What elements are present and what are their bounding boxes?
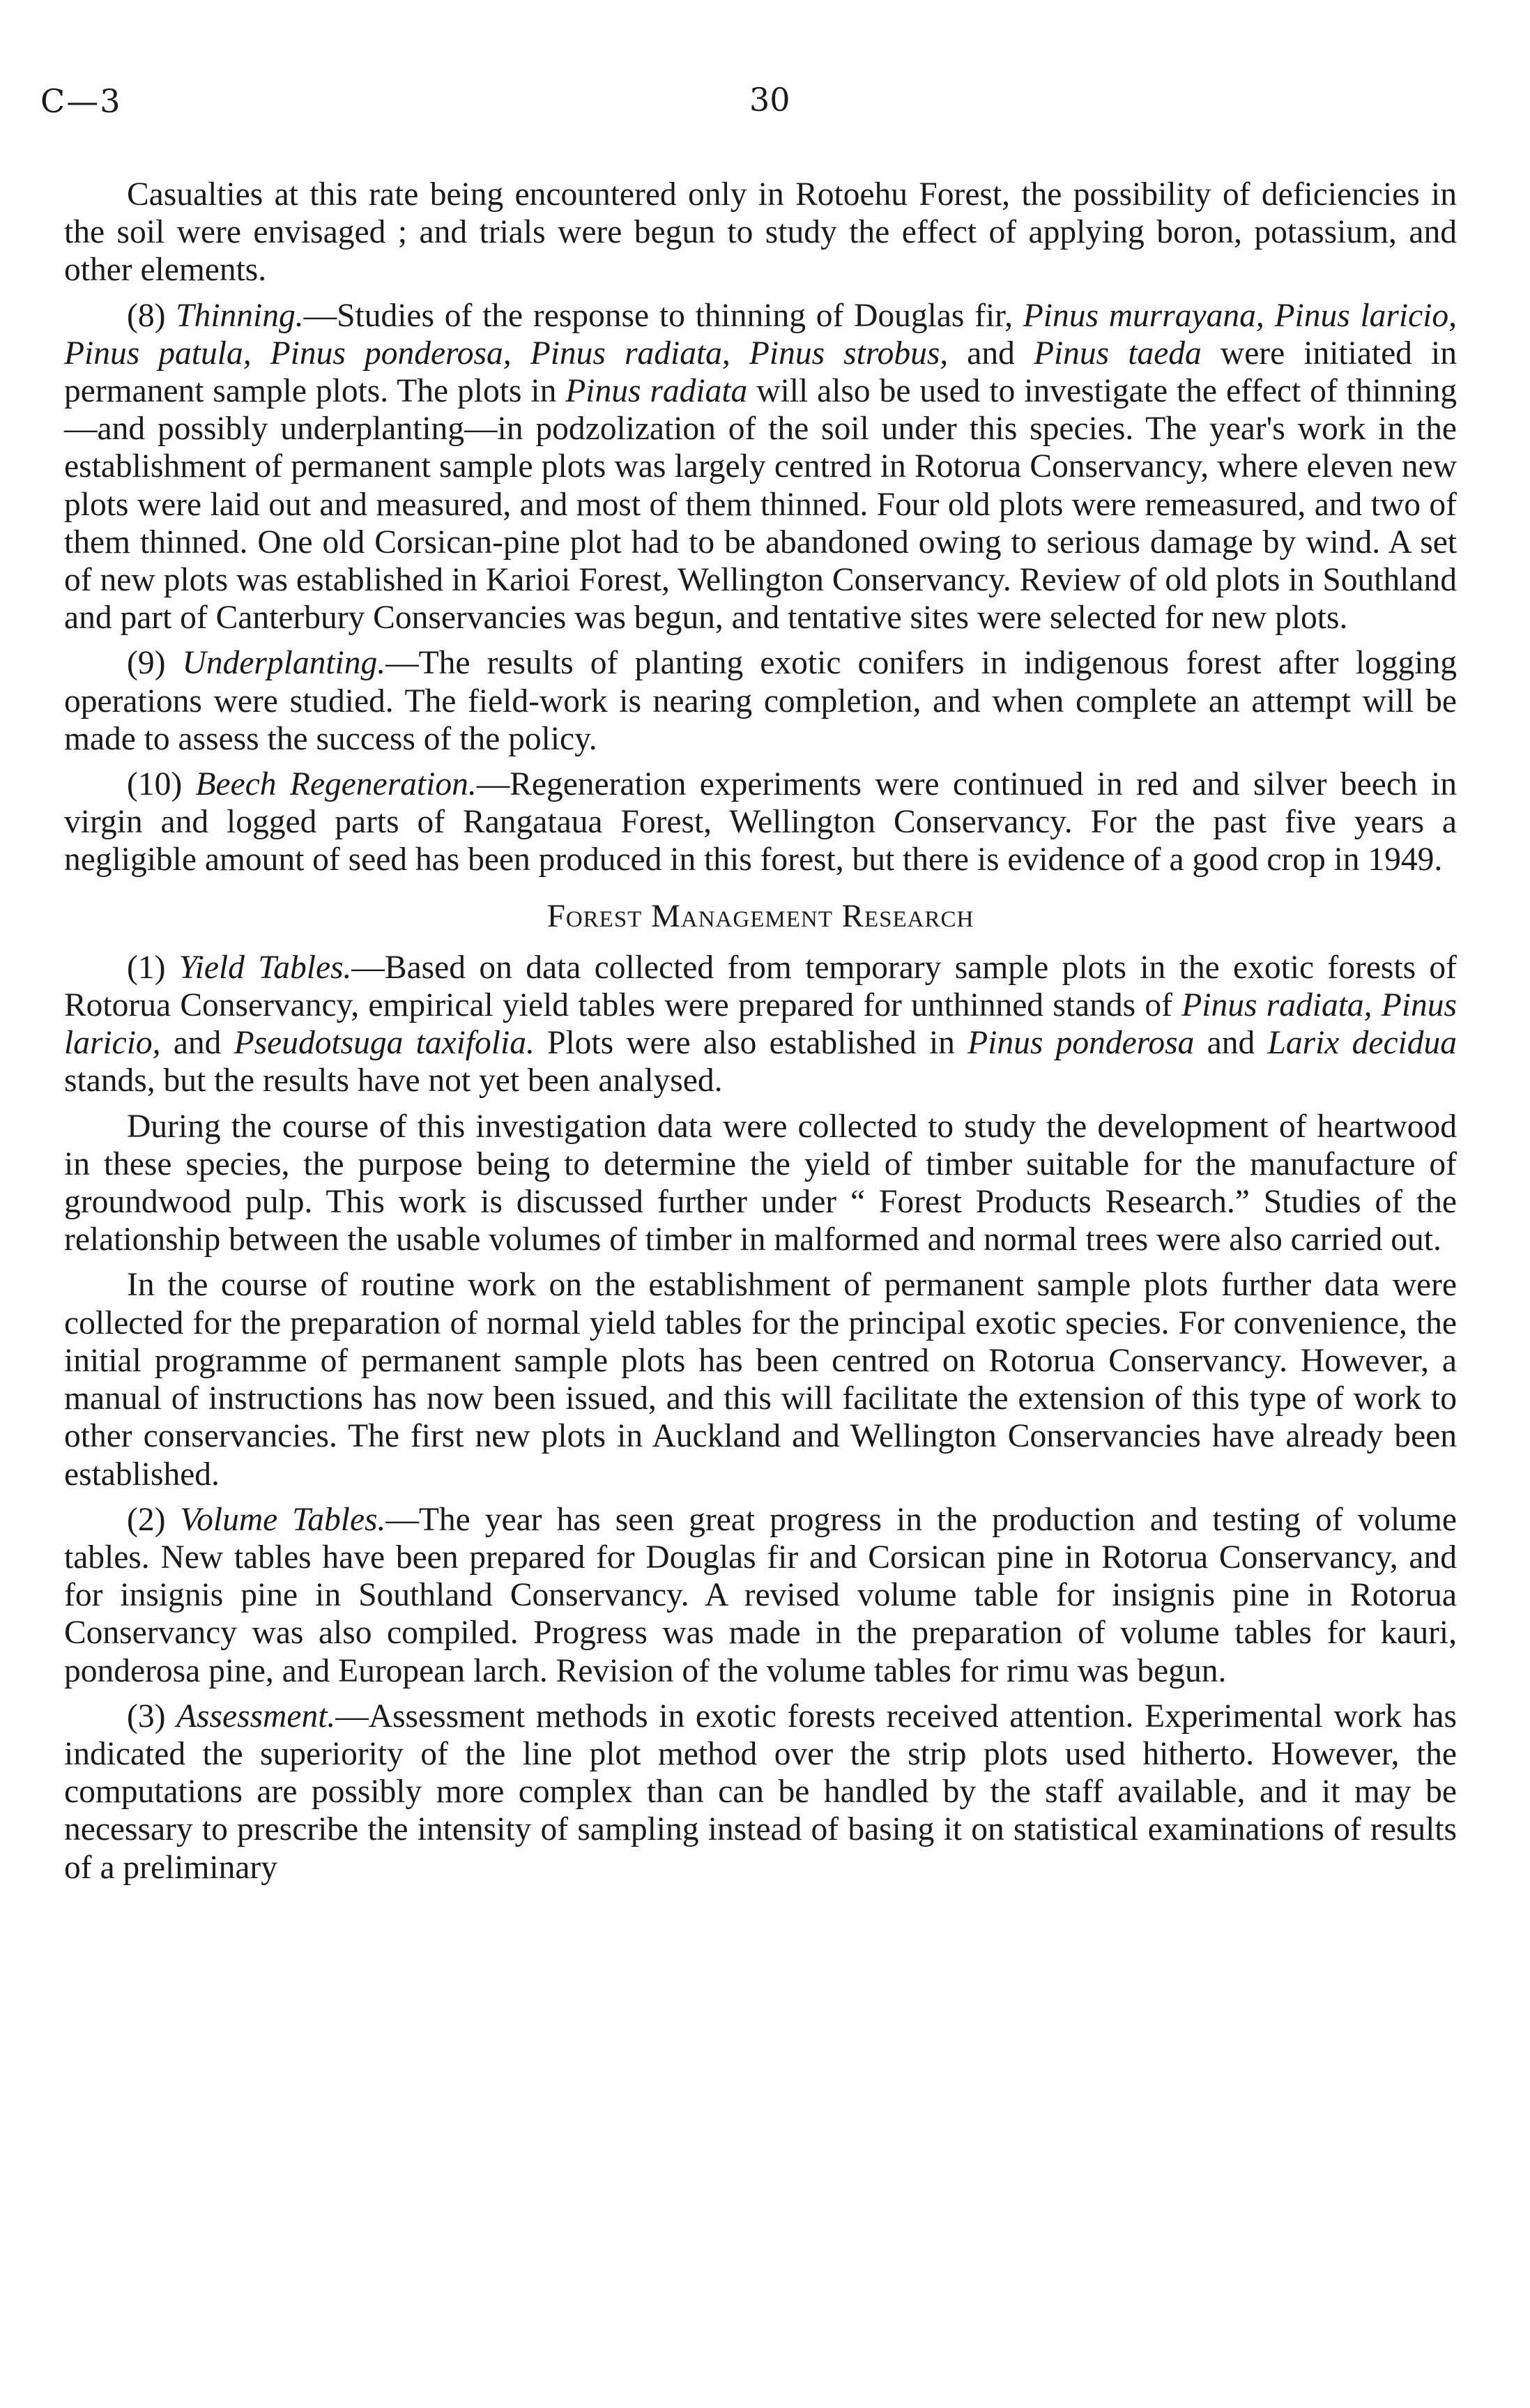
- item-title: Assessment.: [176, 1698, 336, 1735]
- text-run: and: [160, 1025, 234, 1062]
- text-run: —Studies of the response to thinning of Douglas fir,: [303, 297, 1023, 334]
- section-heading: Forest Management Research: [546, 897, 974, 934]
- paragraph-beech-regeneration: [64, 765, 1457, 879]
- item-number: (10): [127, 766, 196, 803]
- item-title: Yield Tables.: [178, 949, 352, 986]
- paragraph-text: During the course of this investigation data were collected to study the development of heartwood in these species, the purpose being to determine the yield of timber suitable for the manufacture of groundwood pulp. This work is discussed further under “ Forest Products Research.” Studies of the relationship between the usable volumes of timber in malformed and normal trees were also carried out.: [64, 1108, 1457, 1258]
- item-title: Beech Regeneration.: [195, 766, 477, 803]
- item-number: (2): [127, 1501, 181, 1538]
- species-names: Pinus murrayana, Pinus laricio, Pinus patula, Pinus ponderosa, Pinus radiata, Pinus strobus,: [64, 297, 1457, 372]
- paragraph-volume-tables: [64, 1501, 1457, 1690]
- species-name: Pinus taeda: [1033, 335, 1202, 372]
- paragraph-heartwood: [64, 1108, 1457, 1259]
- paragraph-casualties: [64, 176, 1457, 289]
- paragraph-assessment: [64, 1698, 1457, 1887]
- text-run: will also be used to investigate the effect of thinning—and possibly underplanting—in podzolization of the soil under this species. The year's work in the establishment of permanent sample plots was largely centred in Rotorua Conservancy, where eleven new plots were laid out and measured, and most of them thinned. Four old plots were remeasured, and two of them thinned. One old Corsican-pine plot had to be abandoned owing to serious damage by wind. A set of new plots was established in Karioi Forest, Wellington Conservancy. Review of old plots in Southland and part of Canterbury Conservancies was begun, and tentative sites were selected for new plots.: [64, 373, 1457, 637]
- paragraph-underplanting: [64, 644, 1457, 758]
- paragraph-text: In the course of routine work on the establishment of permanent sample plots further data were collected for the preparation of normal yield tables for the principal exotic species. For convenience, the initial programme of permanent sample plots has been centred on Rotorua Conservancy. However, a manual of instructions has now been issued, and this will facilitate the extension of this type of work to other conservancies. The first new plots in Auckland and Wellington Conservancies have already been established.: [64, 1267, 1457, 1493]
- paragraph-thinning: [64, 297, 1457, 637]
- species-name: Larix decidua: [1267, 1025, 1457, 1062]
- paragraph-permanent-plots: [64, 1266, 1457, 1493]
- species-name: Pinus radiata: [565, 373, 748, 410]
- text-run: —Regeneration experiments were continued in red and silver beech in virgin and logged parts of Rangataua Forest, Wellington Conservancy. For the past five years a negligible amount of seed has been produced in this forest, but there is evidence of a good crop in 1949.: [64, 766, 1458, 878]
- text-run: were initiated in permanent sample plots. The plots in: [64, 335, 1457, 410]
- item-title: Underplanting.: [182, 645, 386, 682]
- item-number: (3): [127, 1698, 177, 1735]
- species-name: Pseudotsuga taxifolia.: [234, 1025, 535, 1062]
- item-title: Thinning.: [176, 297, 304, 334]
- text-run: stands, but the results have not yet been analysed.: [64, 1062, 723, 1099]
- text-run: Plots were also established in: [534, 1025, 968, 1062]
- page-number: 30: [749, 81, 790, 119]
- text-run: and: [1194, 1025, 1268, 1062]
- body-text: [64, 176, 1457, 1894]
- text-run: and: [948, 335, 1034, 372]
- text-run: —Assessment methods in exotic forests received attention. Experimental work has indicated the superiority of the line plot method over the strip plots used hitherto. However, the computations are possibly more complex than can be handled by the staff available, and it may be necessary to prescribe the intensity of sampling instead of basing it on statistical examinations of results of a preliminary: [64, 1698, 1458, 1886]
- item-number: (1): [127, 949, 179, 986]
- species-names: Pinus radiata, Pinus laricio,: [64, 987, 1458, 1062]
- item-title: Volume Tables.: [180, 1501, 386, 1538]
- series-code: C—3: [40, 82, 122, 120]
- text-run: —The results of planting exotic conifers in indigenous forest after logging operations were studied. The field-work is nearing completion, and when complete an attempt will be made to assess the success of the policy.: [64, 645, 1457, 757]
- paragraph-text: Casualties at this rate being encountered only in Rotoehu Forest, the possibility of deficiencies in the soil were envisaged ; and trials were begun to study the effect of applying boron, potassium, and other elements.: [64, 176, 1457, 289]
- item-number: (8): [127, 297, 176, 334]
- species-name: Pinus ponderosa: [967, 1025, 1195, 1062]
- paragraph-yield-tables: [64, 949, 1457, 1100]
- item-number: (9): [127, 645, 183, 682]
- text-run: —The year has seen great progress in the production and testing of volume tables. New tables have been prepared for Douglas fir and Corsican pine in Rotorua Conservancy, and for insignis pine in Southland Conservancy. A revised volume table for insignis pine in Rotorua Conservancy was also compiled. Progress was made in the preparation of volume tables for kauri, ponderosa pine, and European larch. Revision of the volume tables for rimu was begun.: [64, 1501, 1457, 1689]
- text-run: —Based on data collected from temporary sample plots in the exotic forests of Rotorua Conservancy, empirical yield tables were prepared for unthinned stands of: [64, 949, 1457, 1024]
